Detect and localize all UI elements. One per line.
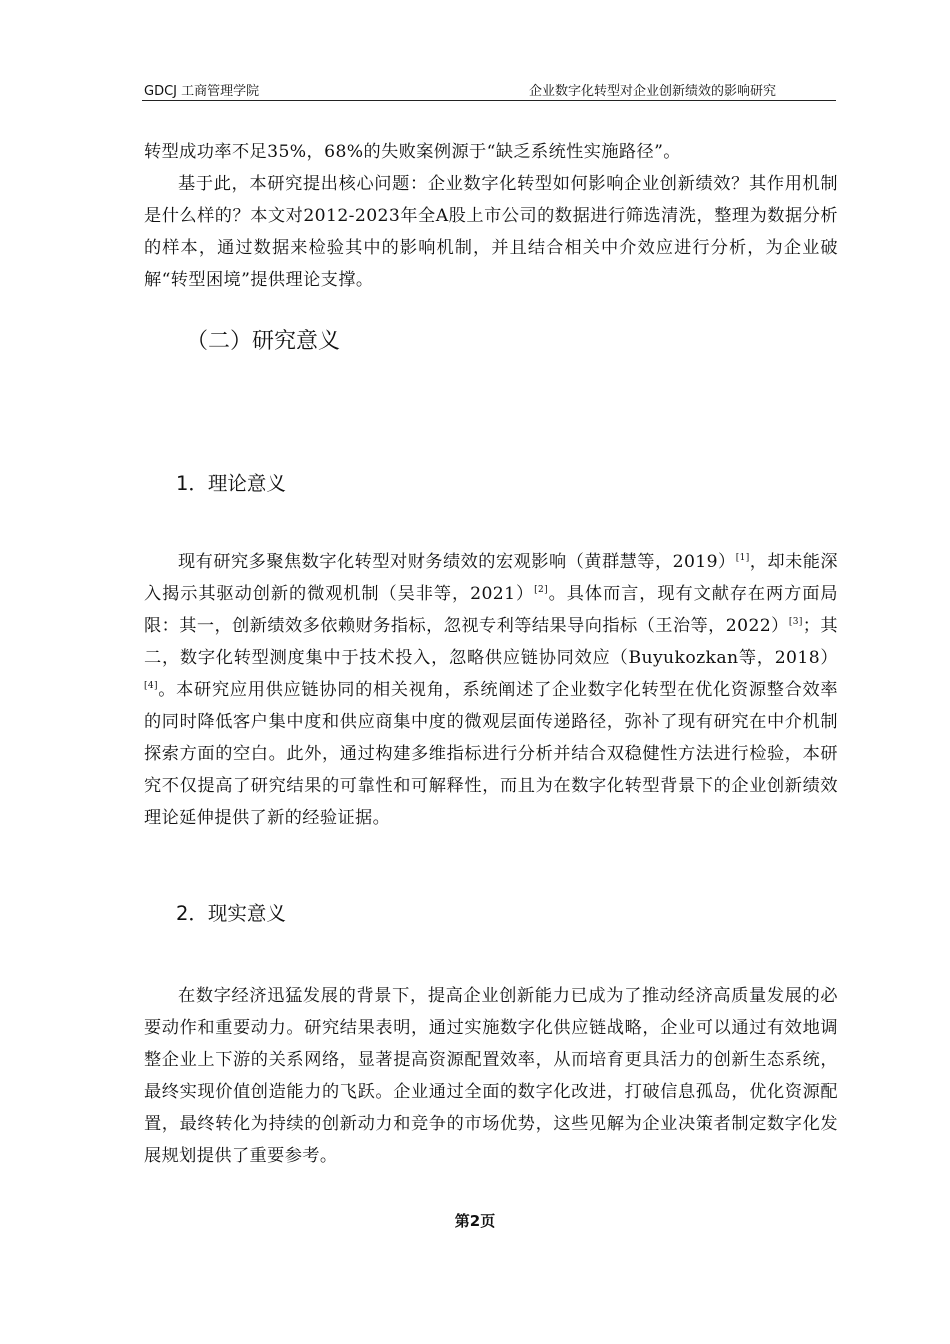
text-segment: 。本研究应用供应链协同的相关视角，系统阐述了企业数字化转型在优化资源整合效率的同时降低客户集中度和供应商集中度的微观层面传递路径，弥补了现有研究在中介机制探索方面的空白。此外，通过构建多维指标进行分析并结合双稳健性方法进行检验，本研究不仅提高了研究结果的可靠性和可解释性，而且为在数字化转型背景下的企业创新绩效理论延伸提供了新的经验证据。 [144,680,838,828]
header-paper-title: 企业数字化转型对企业创新绩效的影响研究 [528,84,776,99]
citation-ref: [3] [788,617,803,627]
text-segment: 现有研究多聚焦数字化转型对财务绩效的宏观影响（黄群慧等，2019） [178,552,736,572]
text-segment: ，却未能深入揭示其驱动创新的微观机制（吴非等，2021） [144,552,838,604]
page-header [142,78,836,101]
paragraph-theoretical-significance [144,546,838,834]
subsection-heading-practical: 2．现实意义 [176,902,286,925]
subsection-heading-theoretical: 1．理论意义 [176,472,286,495]
citation-ref: [1] [735,553,750,563]
text-segment: 。具体而言，现有文献存在两方面局限：其一，创新绩效多依赖财务指标，忽视专利等结果导向指标（王治等，2022） [144,584,838,636]
citation-ref: [2] [534,585,549,595]
text-segment: ；其二，数字化转型测度集中于技术投入，忽略供应链协同效应（Buyukozkan等，2018） [144,616,838,668]
page-number: 第2页 [454,1212,496,1230]
paragraph-core-question: 基于此，本研究提出核心问题：企业数字化转型如何影响企业创新绩效？其作用机制是什么样的？本文对2012-2023年全A股上市公司的数据进行筛选清洗，整理为数据分析的样本，通过数据来检验其中的影响机制，并且结合相关中介效应进行分析，为企业破解“转型困境”提供理论支撑。 [144,174,838,290]
paragraph-continuation: 转型成功率不足35%，68%的失败案例源于“缺乏系统性实施路径”。 [144,142,681,162]
paragraph-practical-significance: 在数字经济迅猛发展的背景下，提高企业创新能力已成为了推动经济高质量发展的必要动作和重要动力。研究结果表明，通过实施数字化供应链战略，企业可以通过有效地调整企业上下游的关系网络，显著提高资源配置效率，从而培育更具活力的创新生态系统，最终实现价值创造能力的飞跃。企业通过全面的数字化改进，打破信息孤岛，优化资源配置，最终转化为持续的创新动力和竞争的市场优势，这些见解为企业决策者制定数字化发展规划提供了重要参考。 [144,986,838,1166]
header-institution: GDCJ 工商管理学院 [144,84,260,99]
section-heading-research-significance: （二）研究意义 [186,329,341,354]
citation-ref: [4] [144,681,158,691]
